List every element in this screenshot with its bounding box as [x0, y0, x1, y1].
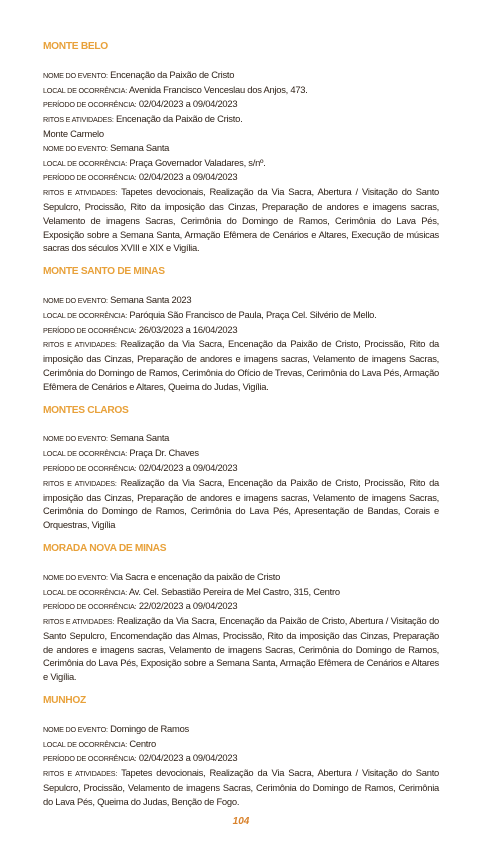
event-field — [43, 308, 439, 323]
field-value: Paróquia São Francisco de Paula, Praça Cel. Silvério de Mello. — [129, 308, 377, 320]
event-field — [43, 751, 439, 766]
field-value: 02/04/2023 a 09/04/2023 — [138, 98, 238, 110]
event-section — [43, 40, 439, 255]
field-label: RITOS E ATIVIDADES: — [43, 340, 117, 350]
event-field — [43, 127, 439, 141]
field-label: NOME DO EVENTO: — [43, 434, 108, 444]
field-label: RITOS E ATIVIDADES: — [43, 188, 118, 198]
event-field — [43, 337, 439, 393]
event-field — [43, 722, 439, 737]
field-label: PERÍODO DE OCORRÊNCIA: — [43, 463, 137, 473]
event-field — [43, 293, 439, 308]
page-number: 104 — [232, 816, 250, 827]
field-value: Semana Santa — [110, 432, 170, 444]
field-value: Praça Dr. Chaves — [129, 447, 199, 459]
field-label: LOCAL DE OCORRÊNCIA: — [43, 158, 127, 168]
field-value: Encenação da Paixão de Cristo. — [115, 113, 243, 125]
event-field — [43, 737, 439, 752]
field-label: LOCAL DE OCORRÊNCIA: — [43, 85, 127, 95]
event-field — [43, 766, 439, 808]
document-body — [43, 40, 439, 819]
event-field — [43, 323, 439, 338]
field-value: Via Sacra e encenação da paixão de Cristo — [110, 570, 281, 582]
field-label: NOME DO EVENTO: — [43, 572, 108, 582]
field-label: NOME DO EVENTO: — [43, 295, 108, 305]
section-heading: MORADA NOVA DE MINAS — [43, 542, 167, 554]
event-field — [43, 68, 439, 83]
event-field — [43, 185, 439, 255]
field-value: Centro — [129, 737, 156, 749]
field-value: Realização da Via Sacra, Encenação da Paixão de Cristo, Procissão, Rito da imposição das Cinzas, Preparação de andores e imagens sacras, Velamento de imagens Sacras, Cerimônia do Domingo de Ramos, Cerimônia do Lava Pés, Apresentação de Bandas, Corais e Orquestras, Vigília — [43, 476, 439, 531]
event-field — [43, 461, 439, 476]
section-heading: MONTE BELO — [43, 41, 108, 52]
field-value: Realização da Via Sacra, Encenação da Paixão de Cristo, Abertura / Visitação do Santo Sepulcro, Encomendação das Almas, Procissão, Rito da imposição das Cinzas, Preparação de andores e imagens sacras, Velamento de imagens Sacras, Cerimônia do Domingo de Ramos, Cerimônia do Lava Pés, Exposição sobre a Semana Santa, Armação Efêmera de Cenários e Altares e Vigília. — [43, 615, 439, 683]
event-field — [43, 431, 439, 446]
field-value: 02/04/2023 a 09/04/2023 — [138, 461, 238, 473]
event-field — [43, 141, 439, 156]
section-heading: MONTE SANTO DE MINAS — [43, 266, 165, 278]
field-value: Monte Carmelo — [43, 127, 104, 139]
event-field — [43, 97, 439, 112]
event-field — [43, 570, 439, 585]
field-value: Realização da Via Sacra, Encenação da Paixão de Cristo, Procissão, Rito da imposição das Cinzas, Preparação de andores e imagens sacras, Velamento de imagens Sacras, Cerimônia do Domingo de Ramos, Cerimônia do Ofício de Trevas, Cerimônia do Lava Pés, Armação Efêmera de Cenários e Altares, Queima do Judas, Vigília. — [43, 338, 439, 392]
field-label: RITOS E ATIVIDADES: — [43, 769, 118, 779]
field-label: RITOS E ATIVIDADES: — [43, 115, 114, 125]
field-value: Tapetes devocionais, Realização da Via Sacra, Abertura / Visitação do Santo Sepulcro, Procissão, Velamento de imagens Sacras, Cerimônia do Domingo de Ramos, Cerimônia do Lava Pés, Queima do Judas, Benção de Fogo. — [43, 767, 440, 807]
field-label: PERÍODO DE OCORRÊNCIA: — [43, 173, 137, 183]
field-value: Semana Santa — [110, 141, 170, 153]
event-field — [43, 599, 439, 614]
field-label: PERÍODO DE OCORRÊNCIA: — [43, 602, 137, 612]
field-label: RITOS E ATIVIDADES: — [43, 617, 115, 627]
field-label: RITOS E ATIVIDADES: — [43, 478, 117, 488]
event-section — [43, 542, 439, 684]
field-value: Praça Governador Valadares, s/nº. — [129, 156, 266, 168]
field-label: NOME DO EVENTO: — [43, 143, 108, 153]
field-label: PERÍODO DE OCORRÊNCIA: — [43, 754, 137, 764]
field-label: LOCAL DE OCORRÊNCIA: — [43, 739, 127, 749]
event-section — [43, 694, 439, 809]
section-heading: MUNHOZ — [43, 695, 86, 707]
field-label: LOCAL DE OCORRÊNCIA: — [43, 587, 127, 597]
field-label: PERÍODO DE OCORRÊNCIA: — [43, 325, 137, 335]
field-value: Avenida Francisco Venceslau dos Anjos, 473. — [128, 83, 308, 95]
field-value: Semana Santa 2023 — [110, 293, 192, 305]
event-field — [43, 170, 439, 185]
field-value: Av. Cel. Sebastião Pereira de Mel Castro, 315, Centro — [128, 585, 340, 597]
event-field — [43, 112, 439, 127]
field-label: LOCAL DE OCORRÊNCIA: — [43, 310, 127, 320]
field-value: Tapetes devocionais, Realização da Via Sacra, Abertura / Visitação do Santo Sepulcro, Procissão, Rito da imposição das Cinzas, Preparação de andores e imagens sacras, Velamento de imagens Sacras, Cerimônia do Domingo de Ramos, Cerimônia do Lava Pés, Exposição sobre a Semana Santa, Armação Efêmera de Cenários e Altares, Execução de músicas sacras dos séculos XVIII e XIX e Vigília. — [43, 186, 440, 254]
event-section — [43, 404, 439, 532]
section-heading: MONTES CLAROS — [43, 404, 129, 416]
field-value: 02/04/2023 a 09/04/2023 — [138, 752, 238, 764]
field-value: Encenação da Paixão de Cristo — [110, 68, 235, 80]
event-field — [43, 614, 439, 684]
event-field — [43, 446, 439, 461]
event-field — [43, 585, 439, 600]
field-label: NOME DO EVENTO: — [43, 724, 108, 734]
field-label: NOME DO EVENTO: — [43, 70, 108, 80]
field-label: LOCAL DE OCORRÊNCIA: — [43, 449, 127, 459]
field-value: Domingo de Ramos — [110, 722, 189, 734]
field-value: 02/04/2023 a 09/04/2023 — [138, 171, 238, 183]
event-field — [43, 476, 439, 532]
event-section — [43, 265, 439, 393]
event-field — [43, 156, 439, 171]
field-value: 26/03/2023 a 16/04/2023 — [138, 323, 238, 335]
event-field — [43, 83, 439, 98]
field-value: 22/02/2023 a 09/04/2023 — [138, 600, 238, 612]
field-label: PERÍODO DE OCORRÊNCIA: — [43, 100, 137, 110]
